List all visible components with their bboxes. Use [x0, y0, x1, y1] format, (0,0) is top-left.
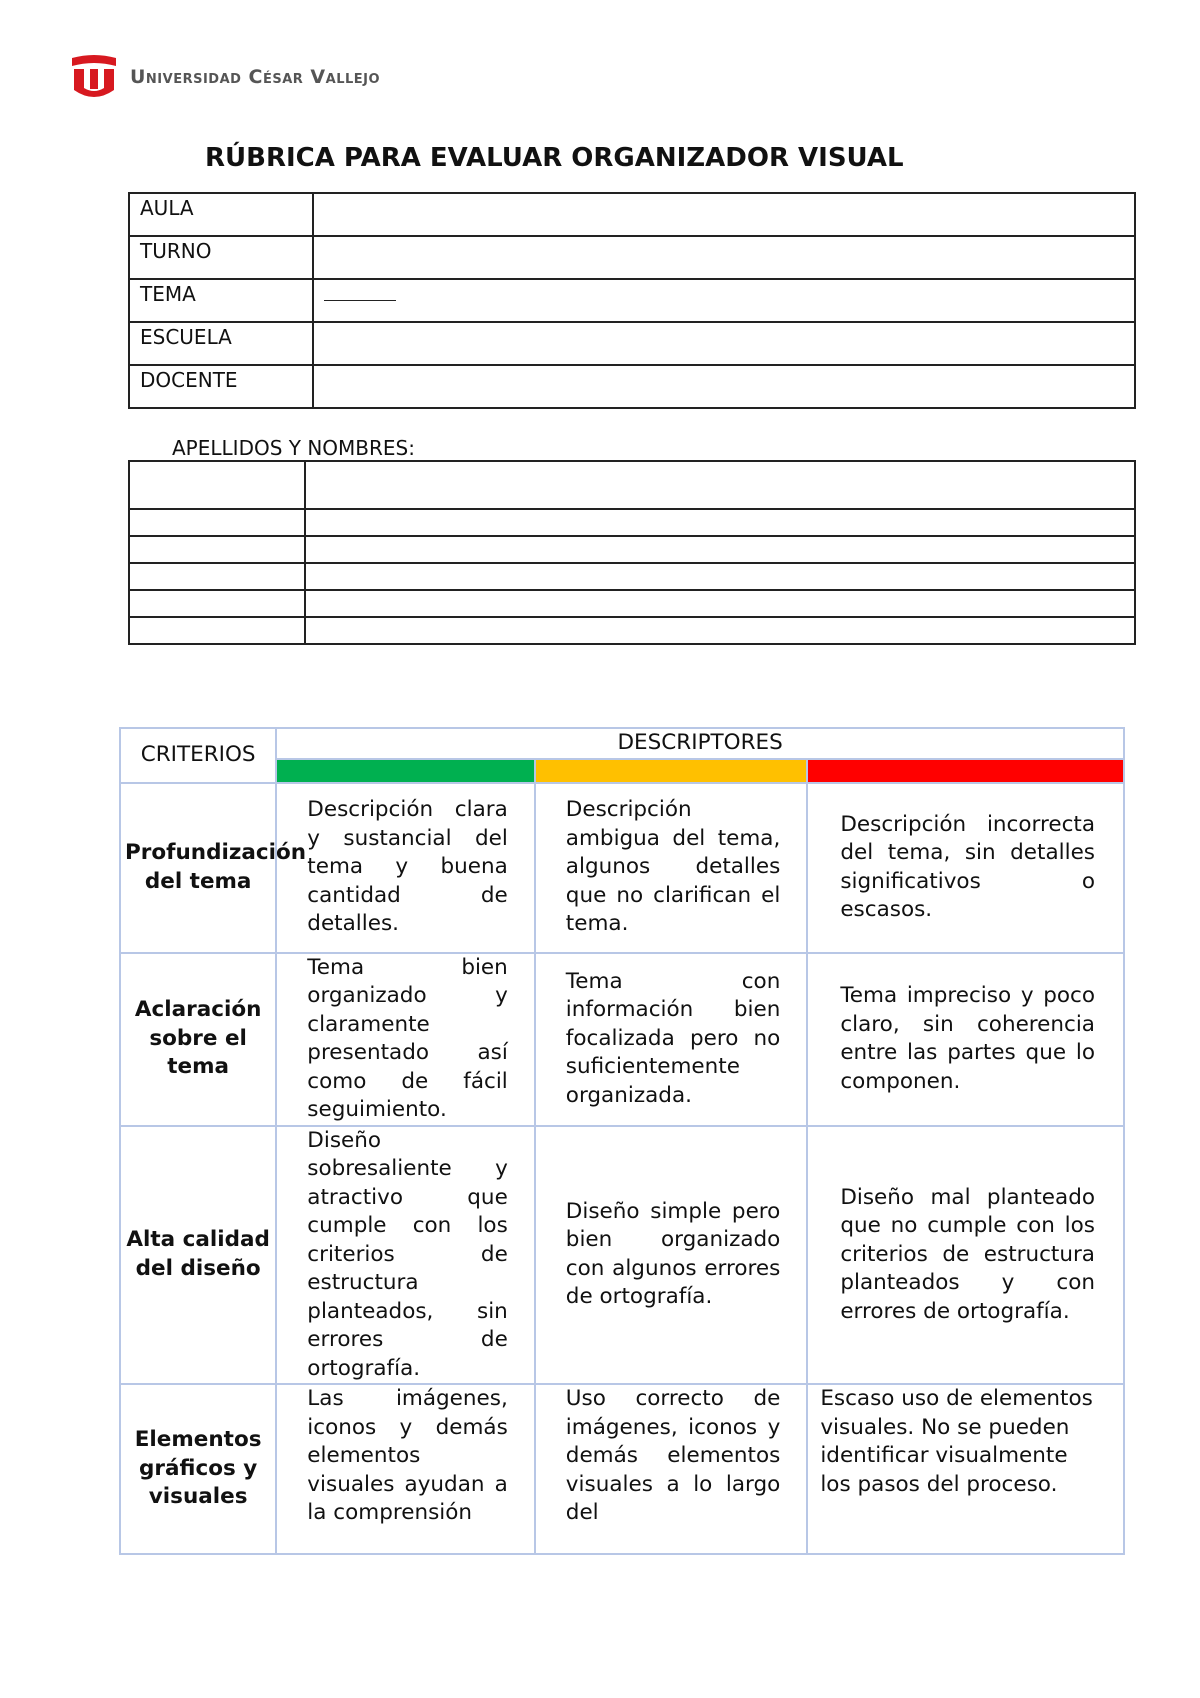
rubric-row: [120, 1384, 1124, 1554]
names-cell[interactable]: [305, 563, 1135, 590]
names-cell[interactable]: [129, 617, 305, 644]
info-label: ESCUELA: [129, 322, 313, 365]
descriptor-cell: Descripción incorrecta del tema, sin detalles significativos o escasos.: [807, 783, 1124, 953]
names-row: [129, 590, 1135, 617]
descriptor-cell: Las imágenes, iconos y demás elementos visuales ayudan a la comprensión: [276, 1384, 535, 1554]
names-cell[interactable]: [129, 536, 305, 563]
info-value-field[interactable]: [313, 322, 1135, 365]
criterion-label: Aclaración sobre el tema: [120, 953, 276, 1126]
info-value-field[interactable]: [313, 236, 1135, 279]
names-cell[interactable]: [129, 461, 305, 509]
level-bar-poor: [807, 759, 1124, 783]
names-label: APELLIDOS Y NOMBRES:: [172, 436, 415, 460]
info-label: TURNO: [129, 236, 313, 279]
info-row-escuela: [129, 322, 1135, 365]
names-row: [129, 509, 1135, 536]
descriptor-cell: Tema bien organizado y claramente presentado así como de fácil seguimiento.: [276, 953, 535, 1126]
names-cell[interactable]: [129, 509, 305, 536]
page-title: RÚBRICA PARA EVALUAR ORGANIZADOR VISUAL: [205, 143, 904, 173]
names-cell[interactable]: [129, 563, 305, 590]
names-row: [129, 536, 1135, 563]
rubric-table: [119, 727, 1125, 1555]
descriptor-cell: Escaso uso de elementos visuales. No se pueden identificar visualmente los pasos del proceso.: [807, 1384, 1124, 1554]
criterion-label: Profundización del tema: [120, 783, 276, 953]
info-value-field[interactable]: [313, 365, 1135, 408]
info-row-tema: [129, 279, 1135, 322]
info-row-aula: [129, 193, 1135, 236]
criteria-header: CRITERIOS: [120, 728, 276, 783]
descriptor-cell: Tema impreciso y poco claro, sin coherencia entre las partes que lo componen.: [807, 953, 1124, 1126]
names-cell[interactable]: [305, 536, 1135, 563]
info-label: AULA: [129, 193, 313, 236]
level-bar-excellent: [276, 759, 535, 783]
names-cell[interactable]: [305, 590, 1135, 617]
descriptor-cell: Diseño simple pero bien organizado con algunos errores de ortografía.: [535, 1126, 808, 1385]
info-label: TEMA: [129, 279, 313, 322]
criterion-label: Alta calidad del diseño: [120, 1126, 276, 1385]
descriptor-cell: Descripción ambigua del tema, algunos detalles que no clarifican el tema.: [535, 783, 808, 953]
level-bar-fair: [535, 759, 808, 783]
descriptor-cell: Descripción clara y sustancial del tema y buena cantidad de detalles.: [276, 783, 535, 953]
rubric-header-row: [120, 728, 1124, 759]
descriptor-cell: Diseño sobresaliente y atractivo que cumple con los criterios de estructura planteados, sin errores de ortografía.: [276, 1126, 535, 1385]
info-value-field[interactable]: [313, 193, 1135, 236]
ucv-shield-icon: [70, 54, 118, 100]
names-row: [129, 617, 1135, 644]
names-cell[interactable]: [305, 509, 1135, 536]
rubric-row: [120, 953, 1124, 1126]
info-value-field[interactable]: [313, 279, 1135, 322]
names-table: [128, 460, 1136, 645]
tema-underline: [324, 300, 396, 301]
criterion-label: Elementos gráficos y visuales: [120, 1384, 276, 1554]
names-cell[interactable]: [305, 461, 1135, 509]
descriptor-cell: Tema con información bien focalizada pero no suficientemente organizada.: [535, 953, 808, 1126]
descriptors-header: DESCRIPTORES: [276, 728, 1124, 759]
university-logo: [70, 54, 380, 100]
rubric-row: [120, 1126, 1124, 1385]
descriptor-cell: Uso correcto de imágenes, iconos y demás elementos visuales a lo largo del: [535, 1384, 808, 1554]
info-row-turno: [129, 236, 1135, 279]
descriptor-cell: Diseño mal planteado que no cumple con los criterios de estructura planteados y con errores de ortografía.: [807, 1126, 1124, 1385]
names-cell[interactable]: [305, 617, 1135, 644]
rubric-row: [120, 783, 1124, 953]
info-table: [128, 192, 1136, 409]
names-row: [129, 563, 1135, 590]
names-cell[interactable]: [129, 590, 305, 617]
info-label: DOCENTE: [129, 365, 313, 408]
university-name: Universidad César Vallejo: [130, 66, 381, 88]
info-row-docente: [129, 365, 1135, 408]
names-row: [129, 461, 1135, 509]
